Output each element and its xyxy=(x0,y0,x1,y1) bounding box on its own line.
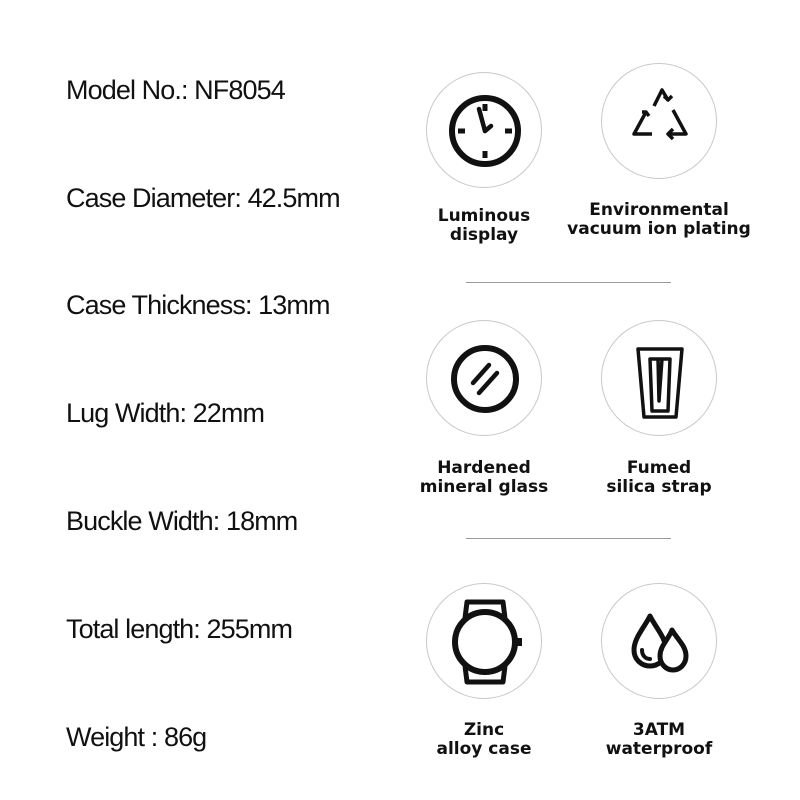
spec-weight: Weight : 86g xyxy=(66,722,207,752)
watch-case-icon xyxy=(427,584,543,700)
section-divider xyxy=(466,282,671,283)
spec-case-thickness: Case Thickness: 13mm xyxy=(66,290,330,320)
feature-caption: Hardened mineral glass xyxy=(419,458,549,497)
feature-caption: Environmental vacuum ion plating xyxy=(567,200,751,239)
feature-caption: Luminous display xyxy=(437,206,531,245)
recycle-icon xyxy=(602,64,718,180)
spec-total-length: Total length: 255mm xyxy=(66,614,293,644)
clock-icon xyxy=(427,73,543,189)
feature-caption: Fumed silica strap xyxy=(606,458,712,497)
spec-model-number: Model No.: NF8054 xyxy=(66,75,285,105)
spec-case-diameter: Case Diameter: 42.5mm xyxy=(66,183,340,213)
feature-caption: 3ATM waterproof xyxy=(605,720,713,759)
feature-caption: Zinc alloy case xyxy=(436,720,532,759)
water-drops-icon xyxy=(602,584,718,700)
section-divider xyxy=(466,538,671,539)
spec-buckle-width: Buckle Width: 18mm xyxy=(66,506,298,536)
mineral-glass-icon xyxy=(427,321,543,437)
strap-icon xyxy=(602,321,718,437)
spec-lug-width: Lug Width: 22mm xyxy=(66,398,265,428)
